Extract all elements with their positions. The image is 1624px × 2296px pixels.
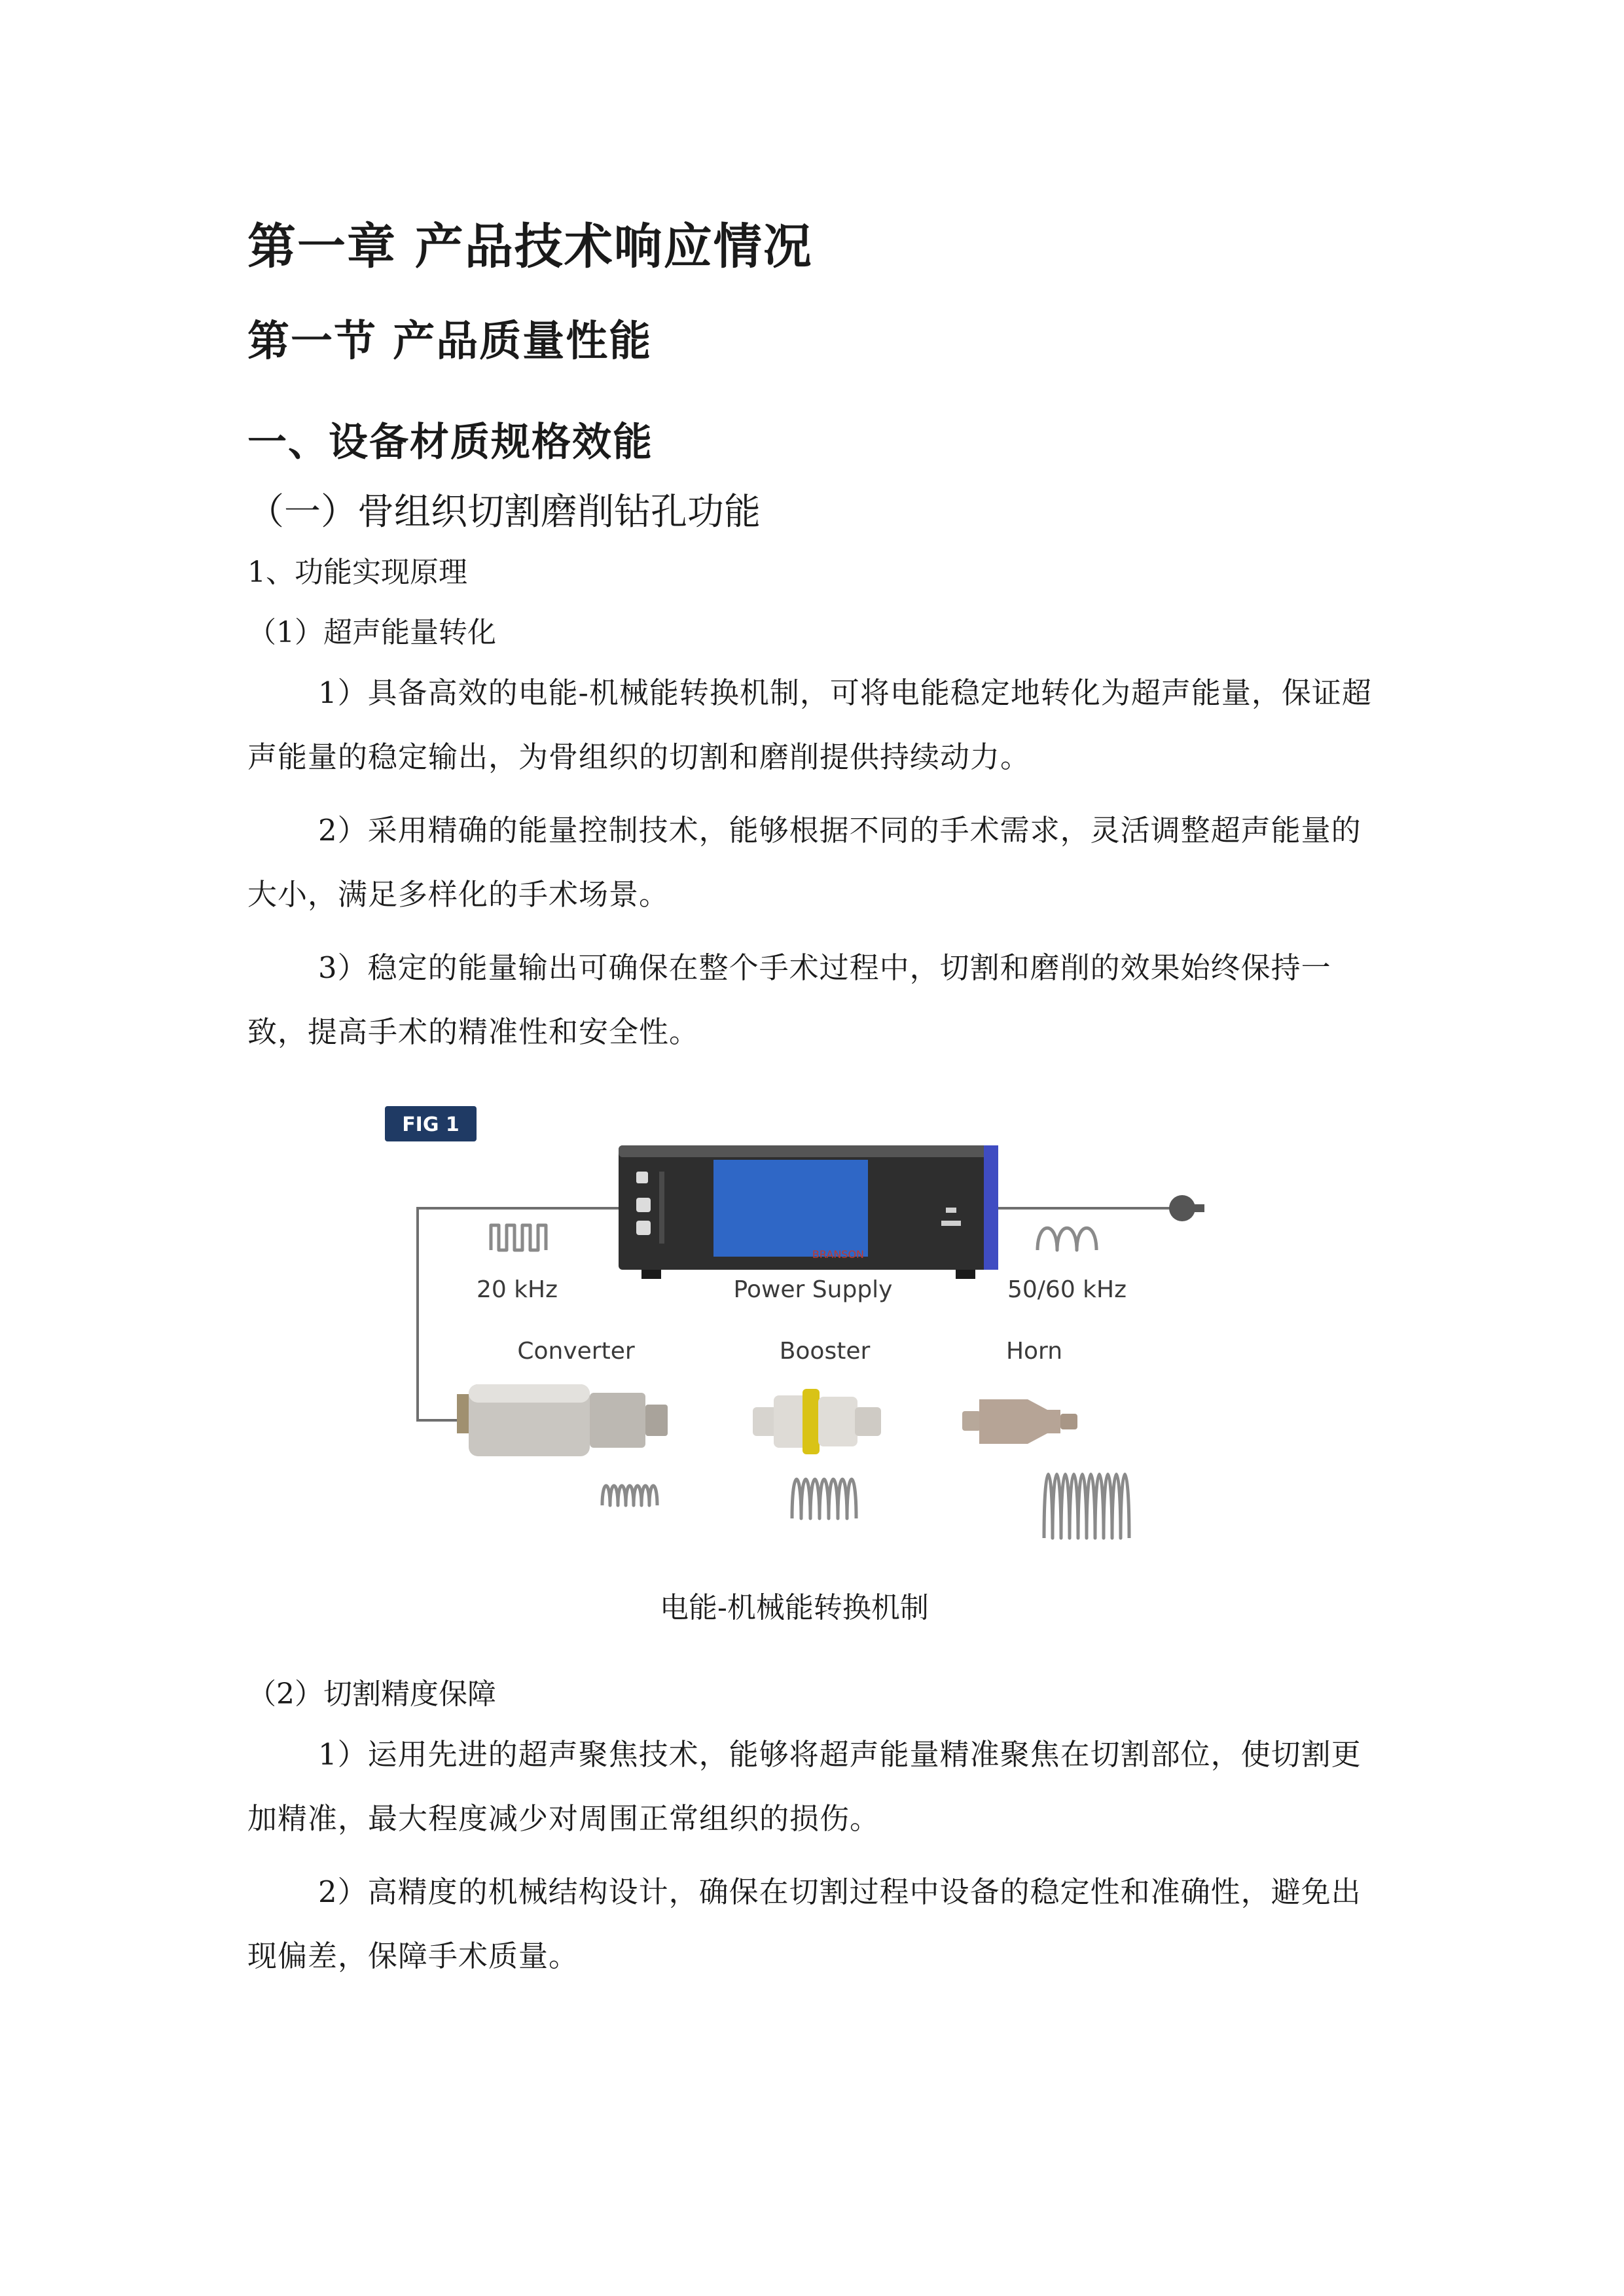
display-screen	[713, 1160, 868, 1257]
label-booster: Booster	[779, 1338, 871, 1365]
horn-component	[962, 1399, 1077, 1444]
paragraph: 2）高精度的机械结构设计，确保在切割过程中设备的稳定性和准确性，避免出现偏差，保障手术质量。	[247, 1874, 1362, 1973]
figure-caption: 电能-机械能转换机制	[660, 1591, 929, 1624]
section-heading: 第一节 产品质量性能	[247, 317, 653, 366]
label-20khz: 20 kHz	[476, 1276, 558, 1303]
paragraph: 3）稳定的能量输出可确保在整个手术过程中，切割和磨削的效果始终保持一致，提高手术的精准性和安全性。	[247, 950, 1331, 1049]
label-power-supply: Power Supply	[733, 1276, 893, 1303]
waveform-converter	[602, 1486, 657, 1505]
power-plug-icon	[1169, 1195, 1195, 1221]
label-horn: Horn	[1005, 1338, 1063, 1365]
paragraph: 2）采用精确的能量控制技术，能够根据不同的手术需求，灵活调整超声能量的大小，满足多样化的手术场景。	[247, 813, 1362, 912]
brand-label: BRANSON	[812, 1248, 864, 1261]
converter-component	[457, 1384, 668, 1456]
figure-badge-label: FIG 1	[402, 1113, 460, 1136]
booster-ring	[803, 1389, 820, 1454]
paragraph: 1）运用先进的超声聚焦技术，能够将超声能量精准聚焦在切割部位，使切割更加精准，最大程度减少对周围正常组织的损伤。	[247, 1737, 1362, 1836]
item-heading-energy-conversion: （1）超声能量转化	[247, 616, 496, 649]
item-heading-cutting-precision: （2）切割精度保障	[247, 1677, 496, 1711]
waveform-20khz	[491, 1225, 546, 1250]
point-heading: 1、功能实现原理	[247, 556, 467, 589]
waveform-horn	[1044, 1475, 1129, 1539]
waveform-50-60khz	[1038, 1228, 1096, 1250]
label-50-60khz: 50/60 kHz	[1007, 1276, 1127, 1303]
waveform-booster	[792, 1479, 856, 1518]
subsection-heading: 一、设备材质规格效能	[247, 420, 653, 465]
power-supply-unit	[619, 1145, 998, 1279]
label-converter: Converter	[517, 1338, 635, 1365]
paragraph: 1）具备高效的电能-机械能转换机制，可将电能稳定地转化为超声能量，保证超声能量的稳定输出，为骨组织的切割和磨削提供持续动力。	[247, 675, 1372, 774]
ultrasonic-system-figure	[367, 1086, 1231, 1545]
chapter-heading: 第一章 产品技术响应情况	[247, 219, 813, 275]
topic-heading: （一）骨组织切割磨削钻孔功能	[247, 491, 761, 533]
booster-component	[753, 1389, 881, 1454]
